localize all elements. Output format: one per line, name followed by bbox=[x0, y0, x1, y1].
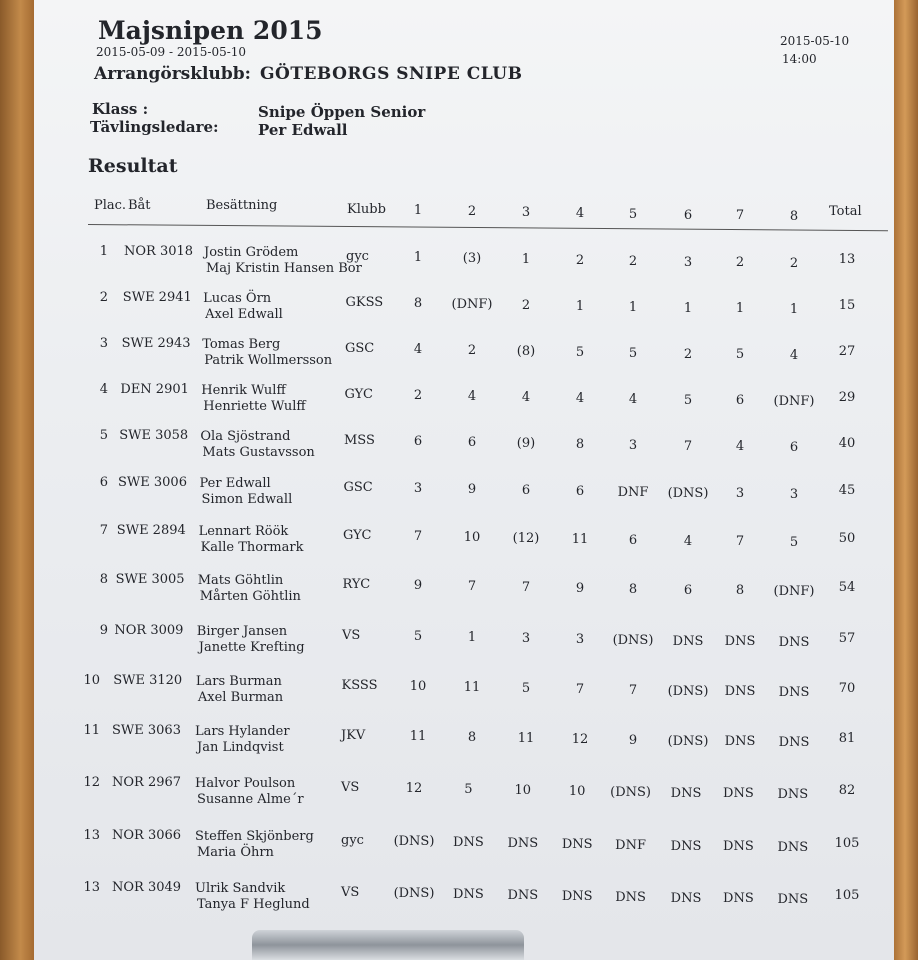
row-race-1: 1 bbox=[413, 250, 423, 265]
row-total: 29 bbox=[838, 390, 856, 405]
col-header-total: Total bbox=[829, 204, 862, 219]
row-race-8: DNS bbox=[778, 685, 810, 701]
row-race-8: 5 bbox=[789, 535, 799, 551]
row-race-5: 3 bbox=[628, 437, 638, 453]
row-race-7: DNS bbox=[723, 891, 754, 907]
row-race-1: 6 bbox=[413, 434, 423, 449]
row-race-4: 9 bbox=[575, 580, 585, 596]
row-club: MSS bbox=[344, 433, 375, 448]
row-total: 15 bbox=[838, 298, 856, 313]
row-placing: 10 bbox=[83, 673, 100, 688]
col-header-race-6: 6 bbox=[683, 207, 693, 223]
row-race-1: (DNS) bbox=[393, 886, 435, 901]
row-club: gyc bbox=[341, 833, 364, 848]
row-race-5: 7 bbox=[628, 682, 638, 698]
row-total: 13 bbox=[838, 252, 856, 267]
row-crew-crew: Maria Öhrn bbox=[197, 845, 274, 860]
row-race-2: DNS bbox=[453, 834, 484, 850]
row-race-3: 7 bbox=[521, 579, 531, 595]
col-header-race-1: 1 bbox=[413, 203, 423, 218]
row-club: RYC bbox=[342, 577, 371, 592]
row-placing: 6 bbox=[99, 475, 108, 490]
row-race-4: 12 bbox=[571, 731, 589, 747]
row-placing: 7 bbox=[99, 523, 108, 538]
row-boat: SWE 2941 bbox=[122, 290, 192, 305]
row-race-4: 2 bbox=[575, 252, 585, 268]
row-total: 27 bbox=[838, 344, 856, 359]
col-header-race-4: 4 bbox=[575, 205, 585, 221]
row-race-4: 3 bbox=[575, 631, 585, 647]
row-total: 57 bbox=[838, 631, 856, 646]
row-crew-crew: Simon Edwall bbox=[201, 492, 293, 507]
row-placing: 8 bbox=[99, 572, 108, 587]
row-race-3: DNS bbox=[507, 835, 539, 851]
row-total: 81 bbox=[838, 731, 856, 746]
row-crew-crew: Kalle Thormark bbox=[200, 540, 304, 555]
race-officer-label: Tävlingsledare: bbox=[90, 118, 219, 136]
row-race-8: 3 bbox=[789, 487, 799, 503]
row-crew-helm: Mats Göhtlin bbox=[197, 573, 284, 588]
row-boat: NOR 2967 bbox=[112, 775, 182, 790]
row-total: 70 bbox=[838, 681, 856, 696]
row-race-3: (8) bbox=[516, 343, 536, 359]
row-race-1: 7 bbox=[413, 529, 423, 544]
row-race-8: 4 bbox=[789, 348, 799, 364]
row-crew-crew: Mats Gustavsson bbox=[202, 445, 315, 460]
row-crew-crew: Axel Edwall bbox=[205, 307, 283, 322]
row-race-1: 4 bbox=[413, 342, 423, 357]
row-crew-crew: Tanya F Heglund bbox=[197, 897, 310, 912]
row-crew-crew: Maj Kristin Hansen Bor bbox=[206, 261, 362, 276]
results-sheet bbox=[34, 0, 894, 960]
row-race-4: 11 bbox=[571, 531, 589, 547]
metal-clip bbox=[252, 930, 524, 960]
row-boat: SWE 2894 bbox=[116, 523, 186, 538]
row-crew-helm: Tomas Berg bbox=[202, 337, 281, 352]
class-label: Klass : bbox=[92, 100, 149, 118]
row-race-5: 6 bbox=[628, 532, 638, 548]
row-crew-crew: Susanne Alme´r bbox=[197, 792, 304, 807]
print-time: 14:00 bbox=[782, 52, 817, 66]
row-placing: 13 bbox=[83, 828, 100, 843]
organizer-label: Arrangörsklubb: bbox=[94, 64, 251, 84]
row-race-2: 5 bbox=[464, 781, 473, 797]
row-boat: NOR 3049 bbox=[112, 880, 182, 895]
row-race-2: 6 bbox=[467, 434, 477, 450]
row-club: JKV bbox=[341, 728, 366, 743]
row-club: KSSS bbox=[341, 678, 378, 693]
organizer-value: GÖTEBORGS SNIPE CLUB bbox=[260, 64, 523, 84]
row-race-6: 1 bbox=[683, 300, 693, 316]
row-boat: SWE 2943 bbox=[121, 336, 191, 351]
row-race-7: DNS bbox=[724, 634, 756, 650]
row-race-8: DNS bbox=[777, 892, 809, 908]
row-race-6: (DNS) bbox=[667, 733, 709, 749]
table-surface-left bbox=[0, 0, 34, 960]
row-crew-crew: Patrik Wollmersson bbox=[204, 353, 333, 368]
row-race-3: 10 bbox=[514, 782, 532, 798]
row-race-1: 10 bbox=[409, 679, 427, 694]
row-race-6: 4 bbox=[683, 533, 693, 549]
row-race-2: 10 bbox=[463, 529, 481, 545]
row-race-8: (DNF) bbox=[773, 394, 815, 410]
row-race-4: DNS bbox=[561, 836, 593, 852]
row-race-7: DNS bbox=[723, 786, 754, 802]
row-race-3: (9) bbox=[516, 435, 536, 451]
row-race-2: 8 bbox=[467, 729, 477, 745]
row-race-6: 2 bbox=[683, 346, 693, 362]
col-header-race-7: 7 bbox=[735, 208, 745, 224]
row-race-3: 1 bbox=[521, 251, 531, 267]
row-boat: NOR 3018 bbox=[124, 244, 194, 259]
row-crew-helm: Steffen Skjönberg bbox=[195, 829, 314, 844]
row-race-1: 5 bbox=[413, 629, 423, 644]
row-club: VS bbox=[342, 628, 361, 643]
row-race-1: 3 bbox=[413, 481, 423, 496]
row-total: 105 bbox=[834, 888, 860, 903]
row-race-5: 8 bbox=[628, 581, 638, 597]
row-total: 105 bbox=[834, 836, 860, 851]
row-race-5: 2 bbox=[628, 253, 638, 269]
row-race-4: 10 bbox=[568, 783, 586, 799]
results-heading: Resultat bbox=[88, 155, 178, 177]
row-race-3: 4 bbox=[521, 389, 531, 405]
row-crew-helm: Lennart Röök bbox=[198, 524, 289, 539]
row-placing: 3 bbox=[99, 336, 108, 351]
row-club: GKSS bbox=[345, 295, 384, 310]
row-race-1: 8 bbox=[413, 296, 423, 311]
row-race-2: (DNF) bbox=[451, 296, 493, 312]
table-surface-right bbox=[892, 0, 918, 960]
print-date: 2015-05-10 bbox=[780, 34, 850, 48]
row-race-6: 7 bbox=[683, 438, 693, 454]
row-race-7: 2 bbox=[735, 255, 745, 271]
row-race-5: 4 bbox=[628, 391, 638, 407]
col-header-club: Klubb bbox=[347, 202, 386, 217]
row-race-7: 3 bbox=[735, 486, 745, 502]
row-race-7: 4 bbox=[735, 439, 745, 455]
col-header-plac: Plac. bbox=[94, 198, 127, 213]
row-race-2: 11 bbox=[463, 679, 481, 695]
row-placing: 4 bbox=[99, 382, 108, 397]
row-race-2: (3) bbox=[462, 250, 482, 266]
row-race-2: 4 bbox=[467, 388, 477, 404]
row-total: 54 bbox=[838, 580, 856, 595]
row-total: 40 bbox=[838, 436, 856, 451]
row-race-1: 2 bbox=[413, 388, 423, 403]
row-club: gyc bbox=[346, 249, 369, 264]
row-crew-helm: Per Edwall bbox=[199, 476, 271, 491]
row-boat: SWE 3058 bbox=[119, 428, 189, 443]
row-race-7: DNS bbox=[723, 839, 754, 855]
col-header-boat: Båt bbox=[128, 198, 151, 213]
row-race-6: 6 bbox=[683, 582, 693, 598]
row-club: GYC bbox=[343, 528, 372, 543]
header-divider bbox=[88, 224, 888, 231]
row-boat: SWE 3006 bbox=[118, 475, 187, 490]
row-crew-crew: Janette Krefting bbox=[198, 640, 305, 655]
row-race-6: (DNS) bbox=[667, 485, 709, 501]
row-race-7: 7 bbox=[735, 534, 745, 550]
page-title: Majsnipen 2015 bbox=[98, 16, 323, 45]
row-total: 82 bbox=[838, 783, 856, 798]
row-placing: 5 bbox=[99, 428, 108, 443]
row-race-5: DNS bbox=[615, 889, 646, 905]
row-crew-helm: Ulrik Sandvik bbox=[195, 881, 286, 896]
row-placing: 12 bbox=[83, 775, 100, 790]
row-race-3: 2 bbox=[521, 297, 531, 313]
row-race-6: DNS bbox=[670, 785, 702, 801]
row-race-8: 2 bbox=[789, 256, 799, 272]
row-crew-helm: Henrik Wulff bbox=[201, 383, 286, 398]
row-race-4: 6 bbox=[575, 483, 585, 499]
row-crew-helm: Birger Jansen bbox=[196, 624, 288, 639]
row-placing: 11 bbox=[83, 723, 100, 738]
row-race-5: (DNS) bbox=[612, 632, 654, 648]
row-total: 50 bbox=[838, 531, 856, 546]
row-race-1: 11 bbox=[409, 729, 427, 744]
class-value: Snipe Öppen Senior bbox=[258, 103, 426, 121]
row-race-6: DNS bbox=[670, 890, 702, 906]
row-total: 45 bbox=[838, 483, 856, 498]
row-boat: DEN 2901 bbox=[120, 382, 189, 397]
row-race-6: DNS bbox=[670, 838, 702, 854]
row-race-6: 5 bbox=[683, 392, 693, 408]
row-race-5: (DNS) bbox=[610, 784, 652, 800]
col-header-race-8: 8 bbox=[789, 209, 799, 225]
row-boat: NOR 3009 bbox=[114, 623, 184, 638]
row-race-2: 9 bbox=[467, 481, 477, 497]
row-race-4: 4 bbox=[575, 390, 585, 406]
row-crew-helm: Lars Burman bbox=[195, 674, 282, 689]
date-range: 2015-05-09 - 2015-05-10 bbox=[96, 45, 247, 59]
col-header-crew: Besättning bbox=[206, 198, 278, 213]
row-race-3: 3 bbox=[521, 630, 531, 646]
row-race-8: DNS bbox=[778, 735, 810, 751]
row-race-5: 5 bbox=[628, 345, 638, 361]
row-race-6: 3 bbox=[683, 254, 693, 270]
row-crew-crew: Jan Lindqvist bbox=[197, 740, 284, 755]
row-boat: SWE 3120 bbox=[113, 673, 183, 688]
row-club: GSC bbox=[345, 341, 375, 356]
row-crew-helm: Ola Sjöstrand bbox=[200, 429, 291, 444]
row-race-7: 6 bbox=[735, 393, 745, 409]
row-race-4: 5 bbox=[575, 344, 585, 360]
row-race-6: DNS bbox=[672, 633, 704, 649]
row-race-8: DNS bbox=[777, 787, 809, 803]
row-race-8: 1 bbox=[789, 302, 799, 318]
row-race-2: DNS bbox=[453, 886, 484, 902]
row-club: GYC bbox=[344, 387, 373, 402]
row-race-4: 8 bbox=[575, 436, 585, 452]
race-officer-value: Per Edwall bbox=[258, 121, 348, 139]
row-race-8: DNS bbox=[778, 635, 810, 651]
row-placing: 13 bbox=[83, 880, 100, 895]
row-crew-crew: Henriette Wulff bbox=[203, 399, 306, 414]
row-race-5: 1 bbox=[628, 299, 638, 315]
col-header-race-2: 2 bbox=[467, 203, 477, 219]
row-race-4: DNS bbox=[561, 888, 593, 904]
row-crew-crew: Axel Burman bbox=[197, 690, 284, 705]
row-race-2: 2 bbox=[467, 342, 477, 358]
row-race-5: DNF bbox=[615, 837, 646, 853]
row-race-3: 5 bbox=[521, 680, 531, 696]
row-crew-crew: Mårten Göhtlin bbox=[199, 589, 301, 604]
row-race-8: DNS bbox=[777, 840, 809, 856]
row-club: VS bbox=[341, 885, 360, 900]
row-race-5: 9 bbox=[628, 732, 638, 748]
row-boat: SWE 3063 bbox=[112, 723, 181, 738]
row-race-1: (DNS) bbox=[393, 834, 435, 849]
row-race-7: DNS bbox=[724, 734, 756, 750]
row-crew-helm: Lucas Örn bbox=[203, 291, 272, 306]
row-crew-helm: Halvor Poulson bbox=[195, 776, 296, 791]
row-race-7: DNS bbox=[724, 684, 756, 700]
row-crew-helm: Lars Hylander bbox=[195, 724, 290, 739]
row-race-3: 11 bbox=[517, 730, 535, 746]
row-race-3: DNS bbox=[507, 887, 539, 903]
row-race-8: 6 bbox=[789, 440, 799, 456]
row-boat: NOR 3066 bbox=[112, 828, 182, 843]
row-race-1: 9 bbox=[413, 578, 423, 593]
row-race-5: DNF bbox=[617, 484, 649, 500]
row-boat: SWE 3005 bbox=[115, 572, 185, 587]
row-placing: 1 bbox=[99, 244, 108, 259]
row-placing: 2 bbox=[99, 290, 108, 305]
row-race-2: 1 bbox=[467, 629, 477, 645]
row-race-8: (DNF) bbox=[773, 584, 815, 600]
row-race-2: 7 bbox=[467, 578, 477, 594]
row-race-7: 5 bbox=[735, 347, 745, 363]
row-race-4: 1 bbox=[575, 298, 585, 314]
col-header-race-3: 3 bbox=[521, 204, 531, 220]
row-club: VS bbox=[341, 780, 360, 795]
row-club: GSC bbox=[343, 480, 373, 495]
row-race-7: 1 bbox=[735, 301, 745, 317]
col-header-race-5: 5 bbox=[628, 206, 638, 222]
row-race-4: 7 bbox=[575, 681, 585, 697]
row-race-3: 6 bbox=[521, 482, 531, 498]
row-race-3: (12) bbox=[512, 530, 540, 546]
row-race-7: 8 bbox=[735, 583, 745, 599]
row-placing: 9 bbox=[99, 623, 108, 638]
row-race-1: 12 bbox=[405, 781, 423, 796]
row-race-6: (DNS) bbox=[667, 683, 709, 699]
row-crew-helm: Jostin Grödem bbox=[204, 245, 299, 260]
